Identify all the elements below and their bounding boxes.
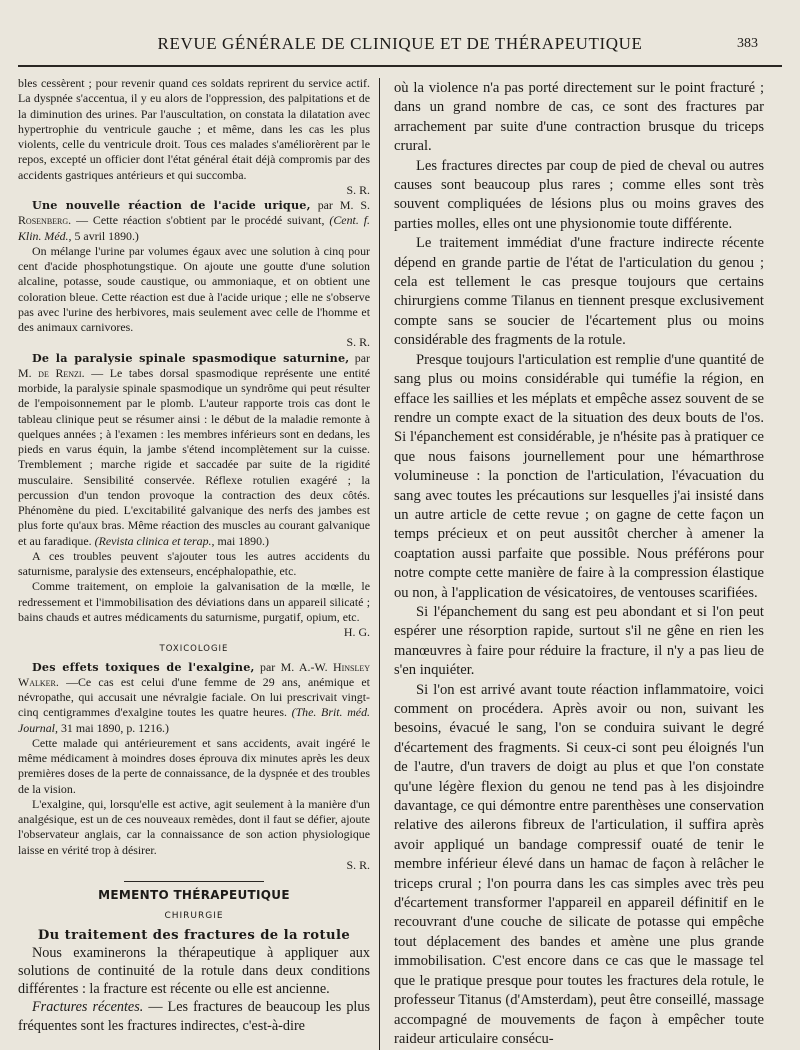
signature: S. R. — [346, 182, 370, 197]
article-exalgine — [18, 660, 370, 736]
paragraph: Les fractures directes par coup de pied de cheval ou autres causes sont beaucoup plus rares ; comme elles sont très souvent compliquées de lésions plus ou moins graves des parties molles, elles ont une physionomie toute différente. — [394, 157, 764, 232]
header-rule — [18, 65, 782, 67]
author-prefix: par M. A.-W. — [260, 659, 328, 674]
author-prefix: par M. — [18, 350, 370, 380]
paragraph: bles cessèrent ; pour revenir quand ces soldats reprirent du service actif. La dyspnée s'accentua, il y eu alors de l'oppression, des palpitations et de la diminution des urines. Par l'auscultation, on constata la dilatation avec hypertrophie du ventricule gauche ; et même, dans les cas les plus violents, celle du ventricule droit. Tous ces malades s'améliorèrent par le repos, excepté un officier dont l'état général était déjà compromis par des accidents gastriques antérieurs et qui succomba. — [18, 76, 370, 182]
subsection-heading: CHIRURGIE — [164, 911, 224, 922]
article-title: Des effets toxiques de l'exalgine, — [32, 659, 255, 674]
paragraph: Nous examinerons la thérapeutique à appliquer aux solutions de continuité de la rotule dans deux conditions différentes : la fracture est récente ou elle est ancienne. — [18, 944, 370, 998]
signature: S. R. — [346, 335, 370, 350]
paragraph: Comme traitement, on emploie la galvanisation de la mœlle, le redressement et l'immobilisation des déviations dans un appareil silicaté ; bains chauds et autres médicaments du saturnisme, purgatif, opium, etc. — [18, 579, 370, 624]
paragraph: L'exalgine, qui, lorsqu'elle est active, agit seulement à la manière d'un analgésique, est un de ces nouveaux remèdes, dont il faut se défier, ajoute l'observateur anglais, car la connaissance de son action physiologique laisse en vérité trop à désirer. — [18, 796, 370, 857]
paragraph-text: — Les fractures de beaucoup les plus fréquentes sont les fractures indirectes, c'est-à-dire — [18, 999, 370, 1034]
paragraph: Presque toujours l'articulation est remplie d'une quantité de sang plus ou moins considérable qui tuméfie la région, en efface les saillies et les méplats et empêche assez souvent de se rendre un compte exact de la situation des deux bouts de l'os. Si l'épanchement est considérable, je n'hésite pas à pratiquer ce que nous faisons journellement pour une hémarthrose volumineuse : la ponction de l'articulation, l'évacuation du sang avec toutes les précautions sur lesquelles j'ai insisté dans un autre article de cette revue ; on gagne de cette façon un temps précieux et on peut aussitôt chercher à amener la coaptation aussi parfaite que possible. Nous préférons pour notre compte cette manière de faire à la compression élastique ou non, à l'application de vésicatoires, de ventouses scarifiées. — [394, 351, 764, 601]
paragraph: Le traitement immédiat d'une fracture indirecte récente dépend en grande partie de l'état de l'articulation du genou ; cela est tellement le cas presque toujours que certains chirurgiens comme Tilanus en tiennent presque exclusivement compte sans se soucier de l'écartement plus ou moins considérable des fragments de la rotule. — [394, 235, 764, 349]
source-date: 31 mai 1890, p. 1216.) — [60, 720, 169, 735]
left-column — [18, 76, 370, 1035]
paragraph: A ces troubles peuvent s'ajouter tous les autres accidents du saturnisme, paralysie des extenseurs, encéphalopathie, etc. — [18, 548, 370, 578]
source-date: mai 1890.) — [217, 533, 269, 548]
paragraph: On mélange l'urine par volumes égaux avec une solution à cinq pour cent d'acide phosphotungstique. On ajoute une goutte d'une solution alcaline, potasse, soude caustique, ou ammoniaque, et on obtient une coloration bleue. Cette réaction est due à l'acide urique ; elle ne s'observe pas avec l'urine des herbivores, mais seulement avec celle de l'homme et des animaux carnivores. — [18, 243, 370, 334]
source: (Cent. f. Klin. Méd., — [18, 213, 371, 243]
section-heading: TOXICOLOGIE — [159, 644, 229, 655]
source: (The. Brit. méd. Journal, — [18, 705, 370, 735]
paragraph: Si l'on est arrivé avant toute réaction inflammatoire, voici comment on procédera. Après avoir ou non, suivant les besoins, évacué le sang, l'on se conduira suivant le degré d'écartement des fragments. Si ceux-ci sont peu éloignés l'un de l'autre, d'un travers de doigt au plus et que l'on constate qu'une légère flexion du genou ne tend pas à les disjoindre davantage, ce qui démontre entre parenthèses une conservation relative des ailerons fibreux de l'articulation, il suffira après avoir appliqué un bandage compressif ouaté de tenir le membre inférieur élevé dans un hamac de façon à relâcher le triceps crural ; l'on pourra dans les cas simples avec très peu d'écartement transformer l'appareil en appareil définitif en le recouvrant d'une couche de silicate de potasse qui empêche tout déplacement des bandes et amène une plus grande immobilisation. C'est encore dans ce cas que le massage tel que le pratique presque pour toutes les fractures dela rotule, le professeur Titanus (d'Amsterdam), peut être conseillé, massage accompagné de mouvements de façon à empêcher toute raideur articulaire consécu- — [394, 681, 764, 1047]
article-title: De la paralysie spinale spasmodique saturnine, — [32, 350, 350, 365]
journal-title: REVUE GÉNÉRALE DE CLINIQUE ET DE THÉRAPEUTIQUE — [157, 34, 643, 53]
author-prefix: par M. S. — [317, 198, 370, 212]
signature: S. R. — [346, 857, 370, 872]
page-number: 383 — [737, 36, 758, 51]
right-column — [394, 79, 764, 1049]
article-urique — [18, 198, 370, 244]
author-name: Hinsley Walker. — [18, 659, 371, 689]
paragraph: où la violence n'a pas porté directement sur le point fracturé ; dans un grand nombre de cas, ce sont des fractures par arrachement par suite d'une contraction brusque du triceps crural. — [394, 80, 764, 155]
column-divider — [379, 78, 380, 1050]
article-title-rotule: Du traitement des fractures de la rotule — [37, 927, 351, 943]
source: (Revista clinica et terap., — [94, 533, 215, 548]
signature: H. G. — [343, 625, 370, 639]
article-text: — Le tabes dorsal spasmodique représente une entité morbide, la paralysie spinale spasmodique un syndrôme qui peut résulter de l'empoisonnement par le plomb. L'auteur rapporte trois cas dont le tableau clinique peut se résumer ainsi : le début de la maladie remonte à quelques années ; à l'examen : les membres inférieurs sont en dedans, les pieds en varus équin, la jambe s'étend incomplètement sur la cuisse. Tremblement ; marche rigide et saccadée par suite de la rigidité musculaire. Sensibilité conservée. Réflexe rotulien exagéré ; la percussion d'un tendon provoque la contraction des deux côtés. Phénomène du pied. L'excitabilité galvanique des nerfs des jambes est plus forte qu'aux bras. Même réaction des muscles au courant galvanique et au faradique. — [18, 365, 370, 548]
paragraph: Cette malade qui antérieurement et sans accidents, avait ingéré le même médicament à moindres doses éprouva dix minutes après les deux premières doses de la perte de connaissance, de la dyspnée et des troubles de la vision. — [18, 735, 370, 796]
paragraph: Si l'épanchement du sang est peu abondant et si l'on peut espérer une résorption rapide, surtout s'il ne gêne en rien les manœuvres à faire pour réduire la fracture, il n'y a pas lieu de s'en inquiéter. — [394, 603, 764, 679]
article-text: — Cette réaction s'obtient par le procédé suivant, — [76, 213, 325, 228]
article-title: Une nouvelle réaction de l'acide urique, — [32, 198, 311, 212]
memento-rule — [124, 881, 264, 882]
article-paralysie — [18, 351, 370, 549]
author-name: Rosenberg. — [18, 213, 72, 228]
running-header — [0, 30, 800, 56]
author-name: de Renzi. — [38, 365, 85, 380]
article-text: —Ce cas est celui d'une femme de 29 ans, anémique et névropathe, qui accusait une névralgie faciale. On lui prescrivait vingt-cinq centigrammes d'exalgine toutes les quatre heures. — [18, 674, 370, 720]
memento-heading: MEMENTO THÉRAPEUTIQUE — [98, 888, 290, 902]
paragraph-fractures — [18, 998, 370, 1035]
lead-in: Fractures récentes. — [32, 999, 144, 1016]
source-date: 5 avril 1890.) — [74, 228, 139, 243]
